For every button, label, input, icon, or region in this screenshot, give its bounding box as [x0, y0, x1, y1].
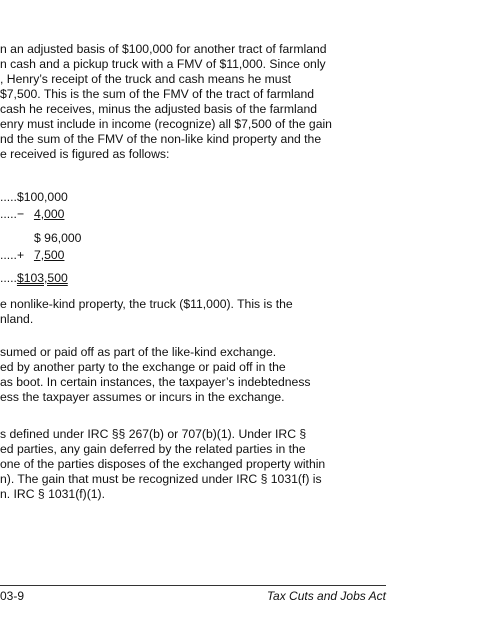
text-line: ess the taxpayer assumes or incurs in the exchange. — [0, 390, 285, 404]
text-line: n. IRC § 1031(f)(1). — [0, 487, 105, 501]
text-line: n an adjusted basis of $100,000 for another tract of farmland — [0, 42, 327, 56]
leader-dots: ..... — [0, 248, 17, 262]
leader-dots: ..... — [0, 190, 17, 204]
leader-dots: ..... — [0, 271, 17, 285]
publication-title: Tax Cuts and Jobs Act — [266, 589, 386, 603]
paragraph-like-kind-example — [0, 42, 494, 162]
text-line: enry must include in income (recognize) all $7,500 of the gain — [0, 117, 332, 131]
paragraph-liabilities — [0, 345, 494, 405]
text-line: cash he receives, minus the adjusted basis of the farmland — [0, 102, 318, 116]
text-line: nd the sum of the FMV of the non-like kind property and the — [0, 132, 322, 146]
text-line: as boot. In certain instances, the taxpayer’s indebtedness — [0, 375, 311, 389]
text-line: sumed or paid off as part of the like-kind exchange. — [0, 345, 277, 359]
footer-rule — [0, 585, 386, 586]
text-line: n cash and a pickup truck with a FMV of $11,000. Since only — [0, 57, 326, 71]
calc-row-adjusted-basis — [0, 190, 68, 205]
calc-row-subtract — [0, 207, 64, 222]
leader-dots: ..... — [0, 207, 17, 221]
calc-value: $ 96,000 — [34, 231, 82, 245]
paragraph-nonlike-kind — [0, 297, 494, 327]
text-line: one of the parties disposes of the exchanged property within — [0, 457, 326, 471]
calc-value: $100,000 — [16, 190, 68, 204]
text-line: e nonlike-kind property, the truck ($11,000). This is the — [0, 297, 293, 311]
text-line: ed parties, any gain deferred by the related parties in the — [0, 442, 306, 456]
page-number: 03-9 — [0, 589, 25, 603]
paragraph-related-parties — [0, 427, 494, 502]
plus-sign: + — [16, 248, 25, 262]
text-line: e received is figured as follows: — [0, 147, 170, 161]
text-line: nland. — [0, 312, 34, 326]
text-line: ed by another party to the exchange or paid off in the — [0, 360, 286, 374]
calc-total-value: $103,500 — [16, 271, 68, 285]
calc-row-subtotal — [34, 231, 81, 246]
calc-value: 7,500 — [33, 248, 65, 262]
calc-row-add-gain — [0, 248, 64, 263]
text-line: , Henry’s receipt of the truck and cash means he must — [0, 72, 292, 86]
calc-value: 4,000 — [33, 207, 65, 221]
text-line: s defined under IRC §§ 267(b) or 707(b)(1). Under IRC § — [0, 427, 307, 441]
text-line: $7,500. This is the sum of the FMV of the tract of farmland — [0, 87, 315, 101]
text-line: n). The gain that must be recognized under IRC § 1031(f) is — [0, 472, 322, 486]
calc-row-total — [0, 271, 68, 286]
minus-sign: − — [16, 207, 25, 221]
